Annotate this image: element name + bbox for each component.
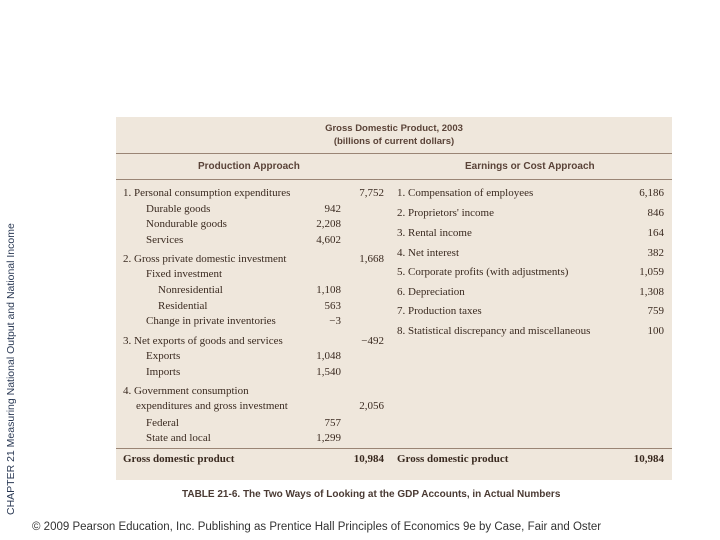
production-approach-header: Production Approach — [198, 161, 300, 172]
production-row-label: Services — [146, 234, 184, 246]
earnings-row-value: 382 — [647, 247, 664, 259]
production-row-label: 2. Gross private domestic investment — [123, 253, 287, 265]
earnings-row-value: 1,308 — [639, 286, 664, 298]
production-row-label: expenditures and gross investment — [136, 400, 288, 412]
earnings-row-value: 846 — [647, 207, 664, 219]
earnings-row-label: 6. Depreciation — [397, 286, 465, 298]
production-row-label: State and local — [146, 432, 211, 444]
production-row-subvalue: 563 — [324, 300, 341, 312]
earnings-row-value: 100 — [647, 325, 664, 337]
production-row-subvalue: 2,208 — [316, 218, 341, 230]
production-row-label: Nondurable goods — [146, 218, 227, 230]
earnings-row-value: 1,059 — [639, 266, 664, 278]
production-row-total: −492 — [361, 335, 384, 347]
divider — [116, 153, 672, 154]
earnings-row-label: 1. Compensation of employees — [397, 187, 534, 199]
production-row-label: Exports — [146, 350, 181, 362]
production-row-label: Federal — [146, 417, 179, 429]
production-row-subvalue: 1,048 — [316, 350, 341, 362]
production-row-label: Change in private inventories — [146, 315, 276, 327]
production-total-value: 10,984 — [353, 453, 384, 465]
production-row-total: 7,752 — [359, 187, 384, 199]
footer-copyright: © 2009 Pearson Education, Inc. Publishing as Prentice Hall Principles of Economics 9e by Case, Fair and Oster — [32, 521, 602, 533]
earnings-row-label: 5. Corporate profits (with adjustments) — [397, 266, 569, 278]
earnings-total-value: 10,984 — [633, 453, 664, 465]
production-row-total: 2,056 — [359, 400, 384, 412]
table-caption: TABLE 21-6. The Two Ways of Looking at the GDP Accounts, in Actual Numbers — [182, 489, 561, 500]
earnings-row-value: 164 — [647, 227, 664, 239]
gdp-table — [116, 117, 672, 480]
earnings-row-label: 3. Rental income — [397, 227, 472, 239]
production-row-label: 3. Net exports of goods and services — [123, 335, 283, 347]
production-row-total: 1,668 — [359, 253, 384, 265]
production-row-subvalue: 1,540 — [316, 366, 341, 378]
production-row-subvalue: 4,602 — [316, 234, 341, 246]
production-row-label: Residential — [158, 300, 208, 312]
earnings-row-label: 7. Production taxes — [397, 305, 482, 317]
production-row-subvalue: −3 — [329, 315, 341, 327]
divider — [116, 448, 672, 449]
production-row-label: Durable goods — [146, 203, 211, 215]
earnings-total-label: Gross domestic product — [397, 453, 509, 465]
chapter-side-label: CHAPTER 21 Measuring National Output and National Income — [5, 223, 17, 515]
production-row-label: Imports — [146, 366, 181, 378]
earnings-row-value: 6,186 — [639, 187, 664, 199]
production-total-label: Gross domestic product — [123, 453, 235, 465]
production-row-subvalue: 1,108 — [316, 284, 341, 296]
table-subtitle: (billions of current dollars) — [333, 136, 455, 147]
earnings-approach-header: Earnings or Cost Approach — [465, 161, 595, 172]
earnings-row-label: 8. Statistical discrepancy and miscellaneous — [397, 325, 591, 337]
table-title: Gross Domestic Product, 2003 — [325, 123, 463, 134]
production-row-subvalue: 942 — [324, 203, 341, 215]
production-row-label: 1. Personal consumption expenditures — [123, 187, 291, 199]
earnings-row-label: 4. Net interest — [397, 247, 460, 259]
production-row-label: Nonresidential — [158, 284, 223, 296]
production-row-subvalue: 757 — [324, 417, 341, 429]
production-row-label: 4. Government consumption — [123, 385, 249, 397]
production-row-subvalue: 1,299 — [316, 432, 341, 444]
divider — [116, 179, 672, 180]
earnings-row-value: 759 — [647, 305, 664, 317]
production-row-label: Fixed investment — [146, 268, 223, 280]
earnings-row-label: 2. Proprietors' income — [397, 207, 494, 219]
